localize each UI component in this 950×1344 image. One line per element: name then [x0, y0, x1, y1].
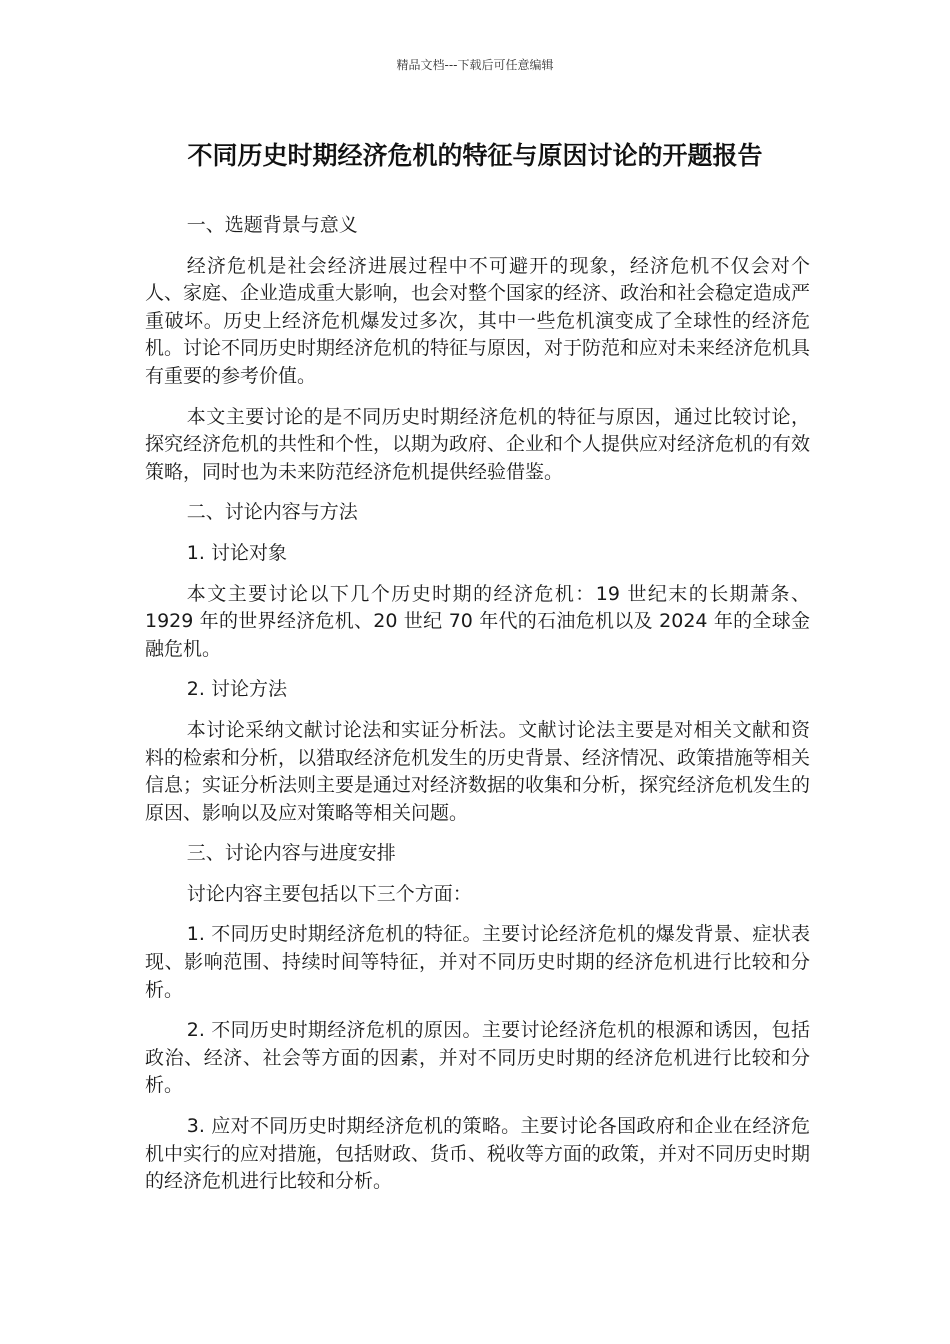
section-heading-schedule: 三、讨论内容与进度安排 — [186, 842, 396, 865]
paragraph-purpose: 本文主要讨论的是不同历史时期经济危机的特征与原因，通过比较讨论，探究经济危机的共性和个性，以期为政府、企业和个人提供应对经济危机的有效策略，同时也为未来防范经济危机提供经验借鉴。 — [145, 405, 811, 483]
paragraph-method: 本讨论采纳文献讨论法和实证分析法。文献讨论法主要是对相关文献和资料的检索和分析，以猎取经济危机发生的历史背景、经济情况、政策措施等相关信息；实证分析法则主要是通过对经济数据的收集和分析，探究经济危机发生的原因、影响以及应对策略等相关问题。 — [145, 718, 811, 824]
list-item-causes: 2. 不同历史时期经济危机的原因。主要讨论经济危机的根源和诱因，包括政治、经济、社会等方面的因素，并对不同历史时期的经济危机进行比较和分析。 — [145, 1019, 810, 1097]
list-item-strategies: 3. 应对不同历史时期经济危机的策略。主要讨论各国政府和企业在经济危机中实行的应对措施，包括财政、货币、税收等方面的政策，并对不同历史时期的经济危机进行比较和分析。 — [145, 1115, 811, 1193]
paragraph-background: 经济危机是社会经济进展过程中不可避开的现象，经济危机不仅会对个人、家庭、企业造成重大影响，也会对整个国家的经济、政治和社会稳定造成严重破坏。历史上经济危机爆发过多次，其中一些危机演变成了全球性的经济危机。讨论不同历史时期经济危机的特征与原因，对于防范和应对未来经济危机具有重要的参考价值。 — [145, 254, 811, 387]
page-header: 精品文档---下载后可任意编辑 — [396, 58, 554, 72]
document-title: 不同历史时期经济危机的特征与原因讨论的开题报告 — [187, 141, 763, 170]
subsection-heading-method: 2. 讨论方法 — [186, 678, 287, 701]
document-body — [145, 212, 810, 1209]
paragraph-object: 本文主要讨论以下几个历史时期的经济危机：19 世纪末的长期萧条、1929 年的世界经济危机、20 世纪 70 年代的石油危机以及 2024 年的全球金融危机。 — [145, 582, 810, 660]
paragraph-schedule-intro: 讨论内容主要包括以下三个方面： — [186, 882, 472, 905]
section-heading-background: 一、选题背景与意义 — [186, 214, 358, 236]
section-heading-content-method: 二、讨论内容与方法 — [186, 501, 358, 524]
list-item-features: 1. 不同历史时期经济危机的特征。主要讨论经济危机的爆发背景、症状表现、影响范围、持续时间等特征，并对不同历史时期的经济危机进行比较和分析。 — [145, 923, 810, 1001]
subsection-heading-object: 1. 讨论对象 — [186, 541, 287, 564]
